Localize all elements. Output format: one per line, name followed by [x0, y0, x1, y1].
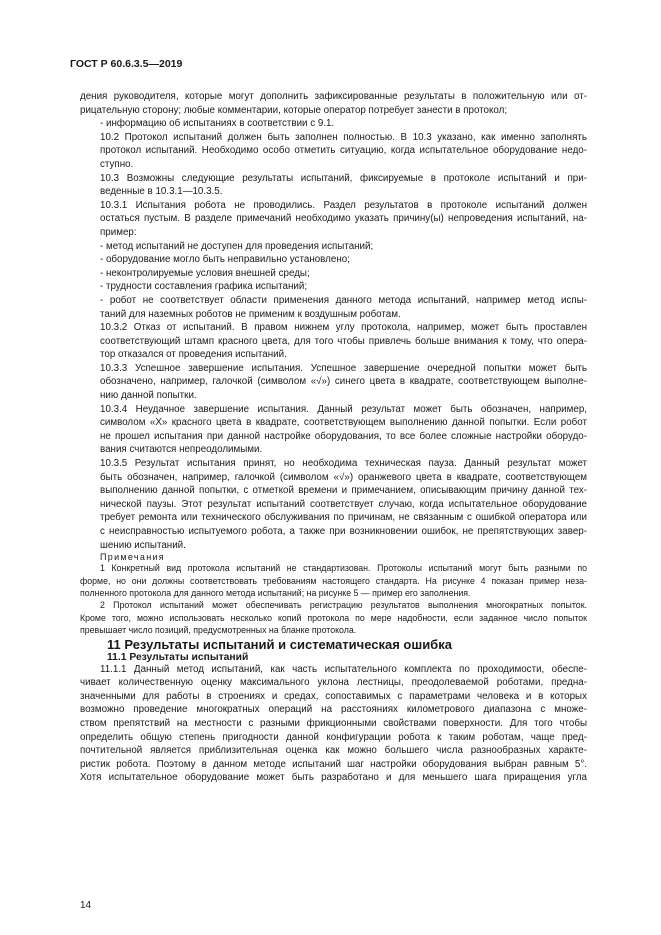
- list-item: [80, 294, 587, 321]
- text-line: рицательную сторону; любые комментарии, которые оператор потребует занести в протокол;: [80, 104, 508, 116]
- text-line: ступно.: [100, 158, 134, 170]
- text-line: - неконтролируемые условия внешней среды;: [100, 267, 310, 279]
- text-line: протокол испытаний. Необходимо особо отметить ситуацию, когда испытательное оборудование недо-: [100, 145, 587, 157]
- paragraph: [80, 321, 587, 362]
- text-line: почтительной является приблизительная оценка как можно большего числа разнообразных характе-: [80, 745, 587, 757]
- text-line: быть обозначен, например, галочкой (символом «√») оранжевого цвета в квадрате, соответствующем: [100, 471, 587, 483]
- list-item: [80, 240, 587, 254]
- text-line: 10.3.5 Результат испытания принят, но необходима техническая пауза. Данный результат может: [100, 458, 587, 470]
- notes-title: Примечания: [100, 552, 165, 563]
- text-line: вания считаются непреодолимыми.: [100, 444, 263, 456]
- text-line: требует ремонта или технического обслуживания по причинам, не связанным с ошибкой оператора или: [100, 512, 587, 524]
- text-line: пример:: [100, 226, 137, 238]
- text-line: форме, но они должны соответствовать требованиям настоящего стандарта. На рисунке 4 показан пример неза-: [80, 575, 587, 586]
- text-line: таний для наземных роботов не применим к воздушным роботам.: [100, 308, 401, 320]
- text-line: чивает количественную оценку максимального уклона лестницы, преодолеваемой роботами, предна-: [80, 677, 587, 689]
- text-line: обозначено, например, галочкой (символом «√») синего цвета в квадрате, соответствующем выполне-: [100, 376, 587, 388]
- paragraph: [80, 131, 587, 172]
- text-line: тор отказался от проведения испытаний.: [100, 349, 287, 361]
- paragraph: [80, 362, 587, 403]
- text-line: 10.2 Протокол испытаний должен быть заполнен полностью. В 10.3 указано, как именно заполнять: [100, 131, 587, 143]
- text-line: возможно проведение многократных операций на расстояниях километрового диапазона с множе-: [80, 704, 587, 716]
- text-line: нию данной попытки.: [100, 390, 197, 402]
- section-heading: 11 Результаты испытаний и систематическая ошибка: [107, 636, 452, 652]
- paragraph: [80, 663, 587, 785]
- text-line: - трудности составления графика испытаний;: [100, 281, 308, 293]
- text-line: 10.3.3 Успешное завершение испытания. Успешное завершение очередной попытки может быть: [100, 362, 587, 374]
- text-line: соответствующий штамп красного цвета, для того чтобы привлечь больше внимания к тому, что опера-: [100, 335, 587, 347]
- text-line: дения руководителя, которые могут дополнить зафиксированные результаты в положительную или от-: [80, 91, 587, 102]
- paragraph: [80, 172, 587, 199]
- paragraph: [80, 117, 587, 131]
- paragraph: [80, 199, 587, 240]
- text-line: 1 Конкретный вид протокола испытаний не стандартизован. Протоколы испытаний могут быть разными по: [100, 563, 587, 574]
- text-line: - оборудование могло быть неправильно установлено;: [100, 254, 350, 266]
- text-line: 10.3 Возможны следующие результаты испытаний, фиксируемые в протоколе испытаний и при-: [100, 172, 587, 184]
- text-line: - метод испытаний не доступен для проведения испытаний;: [100, 240, 374, 252]
- text-line: не прошел испытания при данной настройке оборудования, то все более сложные настройки оборудо-: [100, 430, 587, 442]
- text-line: выполнению данной попытки, с отметкой времени и примечанием, описывающим причину данной тех-: [100, 485, 587, 497]
- paragraph: [80, 457, 587, 552]
- text-line: Кроме того, можно использовать несколько копий протокола по мере надобности, если заданное число попыток: [80, 612, 587, 623]
- text-line: шению испытаний.: [100, 539, 186, 551]
- text-line: определить общую степень пригодности данной конфигурации робота к таким роботам, чаще пред-: [80, 731, 587, 743]
- text-line: значенными для работы в строениях и средах, сопоставимых с параметрами человека и в которых: [80, 690, 587, 702]
- text-line: ством препятствий на местности с разными фрикционными свойствами поверхности. Для того чтобы: [80, 718, 587, 729]
- text-line: превышает число позиций, предусмотренных на бланке протокола.: [80, 625, 357, 636]
- text-line: 10.3.1 Испытания робота не проводились. Раздел результатов в протоколе испытаний должен: [100, 199, 587, 211]
- list-item: [80, 267, 587, 281]
- text-line: ристик робота. Поэтому в данном методе испытаний шаг настройки оборудования выбран равным 5°.: [80, 758, 587, 770]
- list-item: [80, 253, 587, 267]
- text-line: 2 Протокол испытаний может обеспечивать регистрацию результатов выполнения многократных попыток.: [100, 600, 587, 611]
- text-line: 10.3.4 Неудачное завершение испытания. Данный результат может быть обозначен, например,: [100, 403, 587, 415]
- text-line: 11.1.1 Данный метод испытаний, как часть испытательного комплекта по проходимости, обеспе-: [100, 663, 587, 675]
- text-line: остаться пустым. В разделе примечаний необходимо указать причину(ы) непроведения испытаний, на-: [100, 213, 587, 225]
- list-item: [80, 280, 587, 294]
- text-line: с неисправностью испытуемого робота, а также при возникновении ошибок, не препятствующих завер-: [100, 526, 587, 537]
- text-line: Хотя испытательное оборудование может быть разработано и для меньшего шага приращения угла: [80, 772, 587, 784]
- text-line: - информацию об испытаниях в соответствии с 9.1.: [100, 118, 335, 130]
- text-line: символом «Х» красного цвета в квадрате, соответствующем выполнению данной попытки. Если робот: [100, 417, 587, 429]
- text-line: нической паузы. Этот результат испытаний соответствует случаю, когда испытательное оборудование: [100, 498, 587, 510]
- subsection-heading: 11.1 Результаты испытаний: [107, 651, 249, 663]
- text-line: 10.3.2 Отказ от испытаний. В правом нижнем углу протокола, например, может быть проставлен: [100, 322, 587, 334]
- text-line: - робот не соответствует области применения данного метода испытаний, например метод испы-: [100, 294, 587, 306]
- text-line: полненного протокола для данного метода испытаний; на рисунке 5 — пример его заполнения.: [80, 588, 471, 598]
- page-number: 14: [80, 900, 92, 911]
- paragraph: [80, 403, 587, 457]
- document-body: [80, 90, 587, 785]
- paragraph: [80, 90, 587, 117]
- document-code-header: ГОСТ Р 60.6.3.5—2019: [70, 58, 183, 70]
- text-line: веденные в 10.3.1—10.3.5.: [100, 186, 223, 198]
- note-item: [80, 599, 587, 636]
- note-item: [80, 562, 587, 599]
